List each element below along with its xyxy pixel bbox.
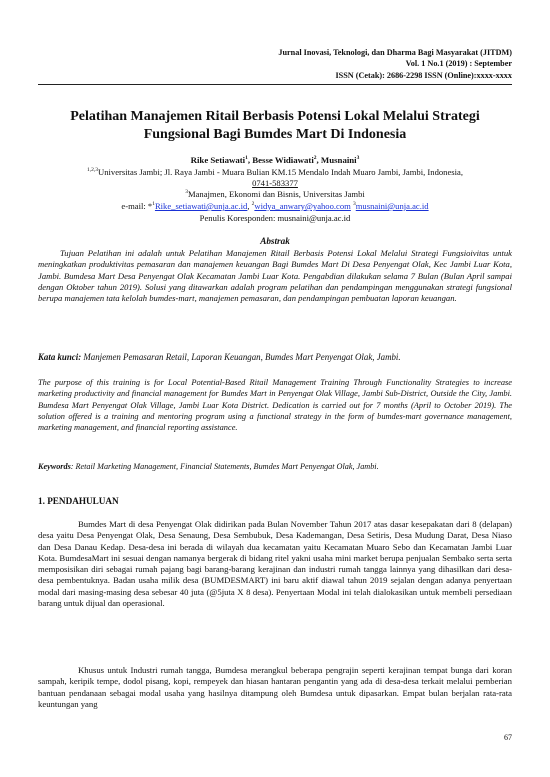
email-link-2[interactable]: widya_anwary@yahoo.com	[254, 201, 351, 211]
email-link-3[interactable]: musnaini@unja.ac.id	[355, 201, 429, 211]
keywords-en-text: : Retail Marketing Management, Financial Statements, Bumdes Mart Penyengat Olak, Jambi.	[70, 462, 379, 471]
email-line: e-mail: *$^1$Rike_setiawati@unja.ac.id, $^2$widya_anwary@yahoo.com $^3$musnaini@unja.ac.id	[121, 201, 429, 211]
author-list: Rike Setiawati$^1$, Besse Widiawati$^2$, Musnaini$^3$	[190, 155, 360, 165]
body-paragraph-2: Khusus untuk Industri rumah tangga, Bumdesa merangkul beberapa pengrajin seperti kerajinan tempat bunga dari koran sampah, keripik tempe, dodol pisang, kopi, rempeyek dan hiasan hantaran pengantin yang ada di desa-desa terkait melalui pemberian bantuan pendanaan sebagai modal usaha yang hasilnya ditampung oleh Bumdesa untuk dipasarkan. Empat bulan berjalan rata-rata keuntungan yang	[38, 665, 512, 709]
keywords-en	[38, 461, 512, 472]
keywords-id-label: Kata kunci:	[38, 352, 82, 362]
email-link-1[interactable]: Rike_setiawati@unja.ac.id	[154, 201, 248, 211]
affiliation-phone: 0741-583377	[252, 178, 298, 189]
affiliation: $^{1,2,3}$Universitas Jambi; Jl. Raya Jambi - Muara Bulian KM.15 Mendalo Indah Muaro Jambi, Jambi, Indonesia, 0741-583377 $^3$Manajmen, Ekonomi dan Bisnis, Universitas Jambi	[87, 167, 463, 200]
keywords-id	[38, 352, 512, 363]
author-1: Rike Setiawati	[190, 155, 246, 165]
journal-issn: ISSN (Cetak): 2686-2298 ISSN (Online):xxxx-xxxx	[335, 70, 512, 80]
abstract-heading: Abstrak	[260, 236, 290, 246]
section-heading: 1. PENDAHULUAN	[38, 496, 119, 506]
journal-volume: Vol. 1 No.1 (2019) : September	[405, 59, 512, 69]
body-paragraph-1: Bumdes Mart di desa Penyengat Olak didirikan pada Bulan November Tahun 2017 atas dasar kesepakatan dari 8 (delapan) desa yaitu Desa Penyengat Olak, Desa Senaung, Desa Sembubuk, Desa Kademangan, Desa Setiris, Desa Mudung Darat, Desa Niaso dan Desa Danau Kedap. Desa-desa ini berada di wilayah dua kecamatan yaitu Kecamatan Muaro Sebo dan Kecamatan Jambi Luar Kota. BumdesaMart ini sesuai dengan namanya bergerak di bidang ritel yakni usaha mini market berupa penjualan Sembako serta serta memposisikan diri sebagai rumah pajang bagi barang-barang kerajinan dan industri rumah tangga lainnya yang dihasilkan dari desa-desa pembentuknya. Badan usaha milik desa (BUMDESMART) ini baru aktif diawal tahun 2019 sejalan dengan adanya penyertaan modal dari masing-masing desa sebesar 40 juta (@5juta X 8 desa). Penyertaan Modal ini telah dialokasikan untuk membeli persediaan barang untuk dijual dan operasional.	[38, 519, 512, 608]
keywords-id-text: Manjemen Pemasaran Retail, Laporan Keuangan, Bumdes Mart Penyengat Olak, Jambi.	[81, 352, 401, 362]
title-line-1: Pelatihan Manajemen Ritail Berbasis Potensi Lokal Melalui Strategi	[70, 109, 480, 124]
header-rule	[38, 84, 512, 85]
correspondent: Penulis Koresponden: musnaini@unja.ac.id	[199, 213, 351, 223]
keywords-en-label: Keywords	[38, 462, 71, 471]
author-2: , Besse Widiawati	[247, 155, 314, 165]
abstract-id: Tujuan Pelatihan ini adalah untuk Pelatihan Manajemen Ritail Berbasis Potensi Lokal Melalui Strategi Fungsioivitas untuk meningkatkan produktivitas pemasaran dan manajemen keuangan Bagi Bumdes Mart Di Desa Penyengat Olak, Kec Jambi Luar Kota, Jambi. Bumdesa Mart Desa Penyengat Olak Kecamatan Jambi Luar Kota. Pengabdian dilakukan selama 7 Bulan (Bulan April sampai dengan Oktober tahun 2019). Solusi yang ditawarkan adalah program pelatihan dan pendampingan menggunakan strategi fungsional berupa manajemen tata kelolah bumdes-mart, manajemen pemasaran, dan pendampingan pembuatan laporan keuangan.	[38, 248, 512, 304]
paper-title	[38, 108, 512, 143]
affiliation-line-3: Manajmen, Ekonomi dan Bisnis, Universitas Jambi	[187, 189, 365, 200]
title-line-2: Fungsional Bagi Bumdes Mart Di Indonesia	[143, 126, 407, 142]
page-number: 67	[504, 733, 512, 742]
journal-name: Jurnal Inovasi, Teknologi, dan Dharma Bagi Masyarakat (JITDM)	[278, 48, 512, 57]
journal-header	[278, 47, 512, 81]
author-3: , Musnaini	[316, 155, 357, 165]
abstract-en: The purpose of this training is for Local Potential-Based Ritail Management Training Through Functionality Strategies to increase marketing productivity and financial management for Bumdes Mart in Penyengat Olak Village, Jambi Sub-District, Outside the City, Jambi. Bumdesa Mart Penyengat Olak Village, Jambi Luar Kota District. Dedication is carried out for 7 months (April to October 2019). The solution offered is a training and mentoring program using a functional strategy in the form of bumdes-mart governance management, marketing management, and financial reporting assistance.	[38, 378, 512, 433]
affiliation-line-1: Universitas Jambi; Jl. Raya Jambi - Muara Bulian KM.15 Mendalo Indah Muaro Jambi, Jambi, Indonesia,	[98, 167, 463, 177]
